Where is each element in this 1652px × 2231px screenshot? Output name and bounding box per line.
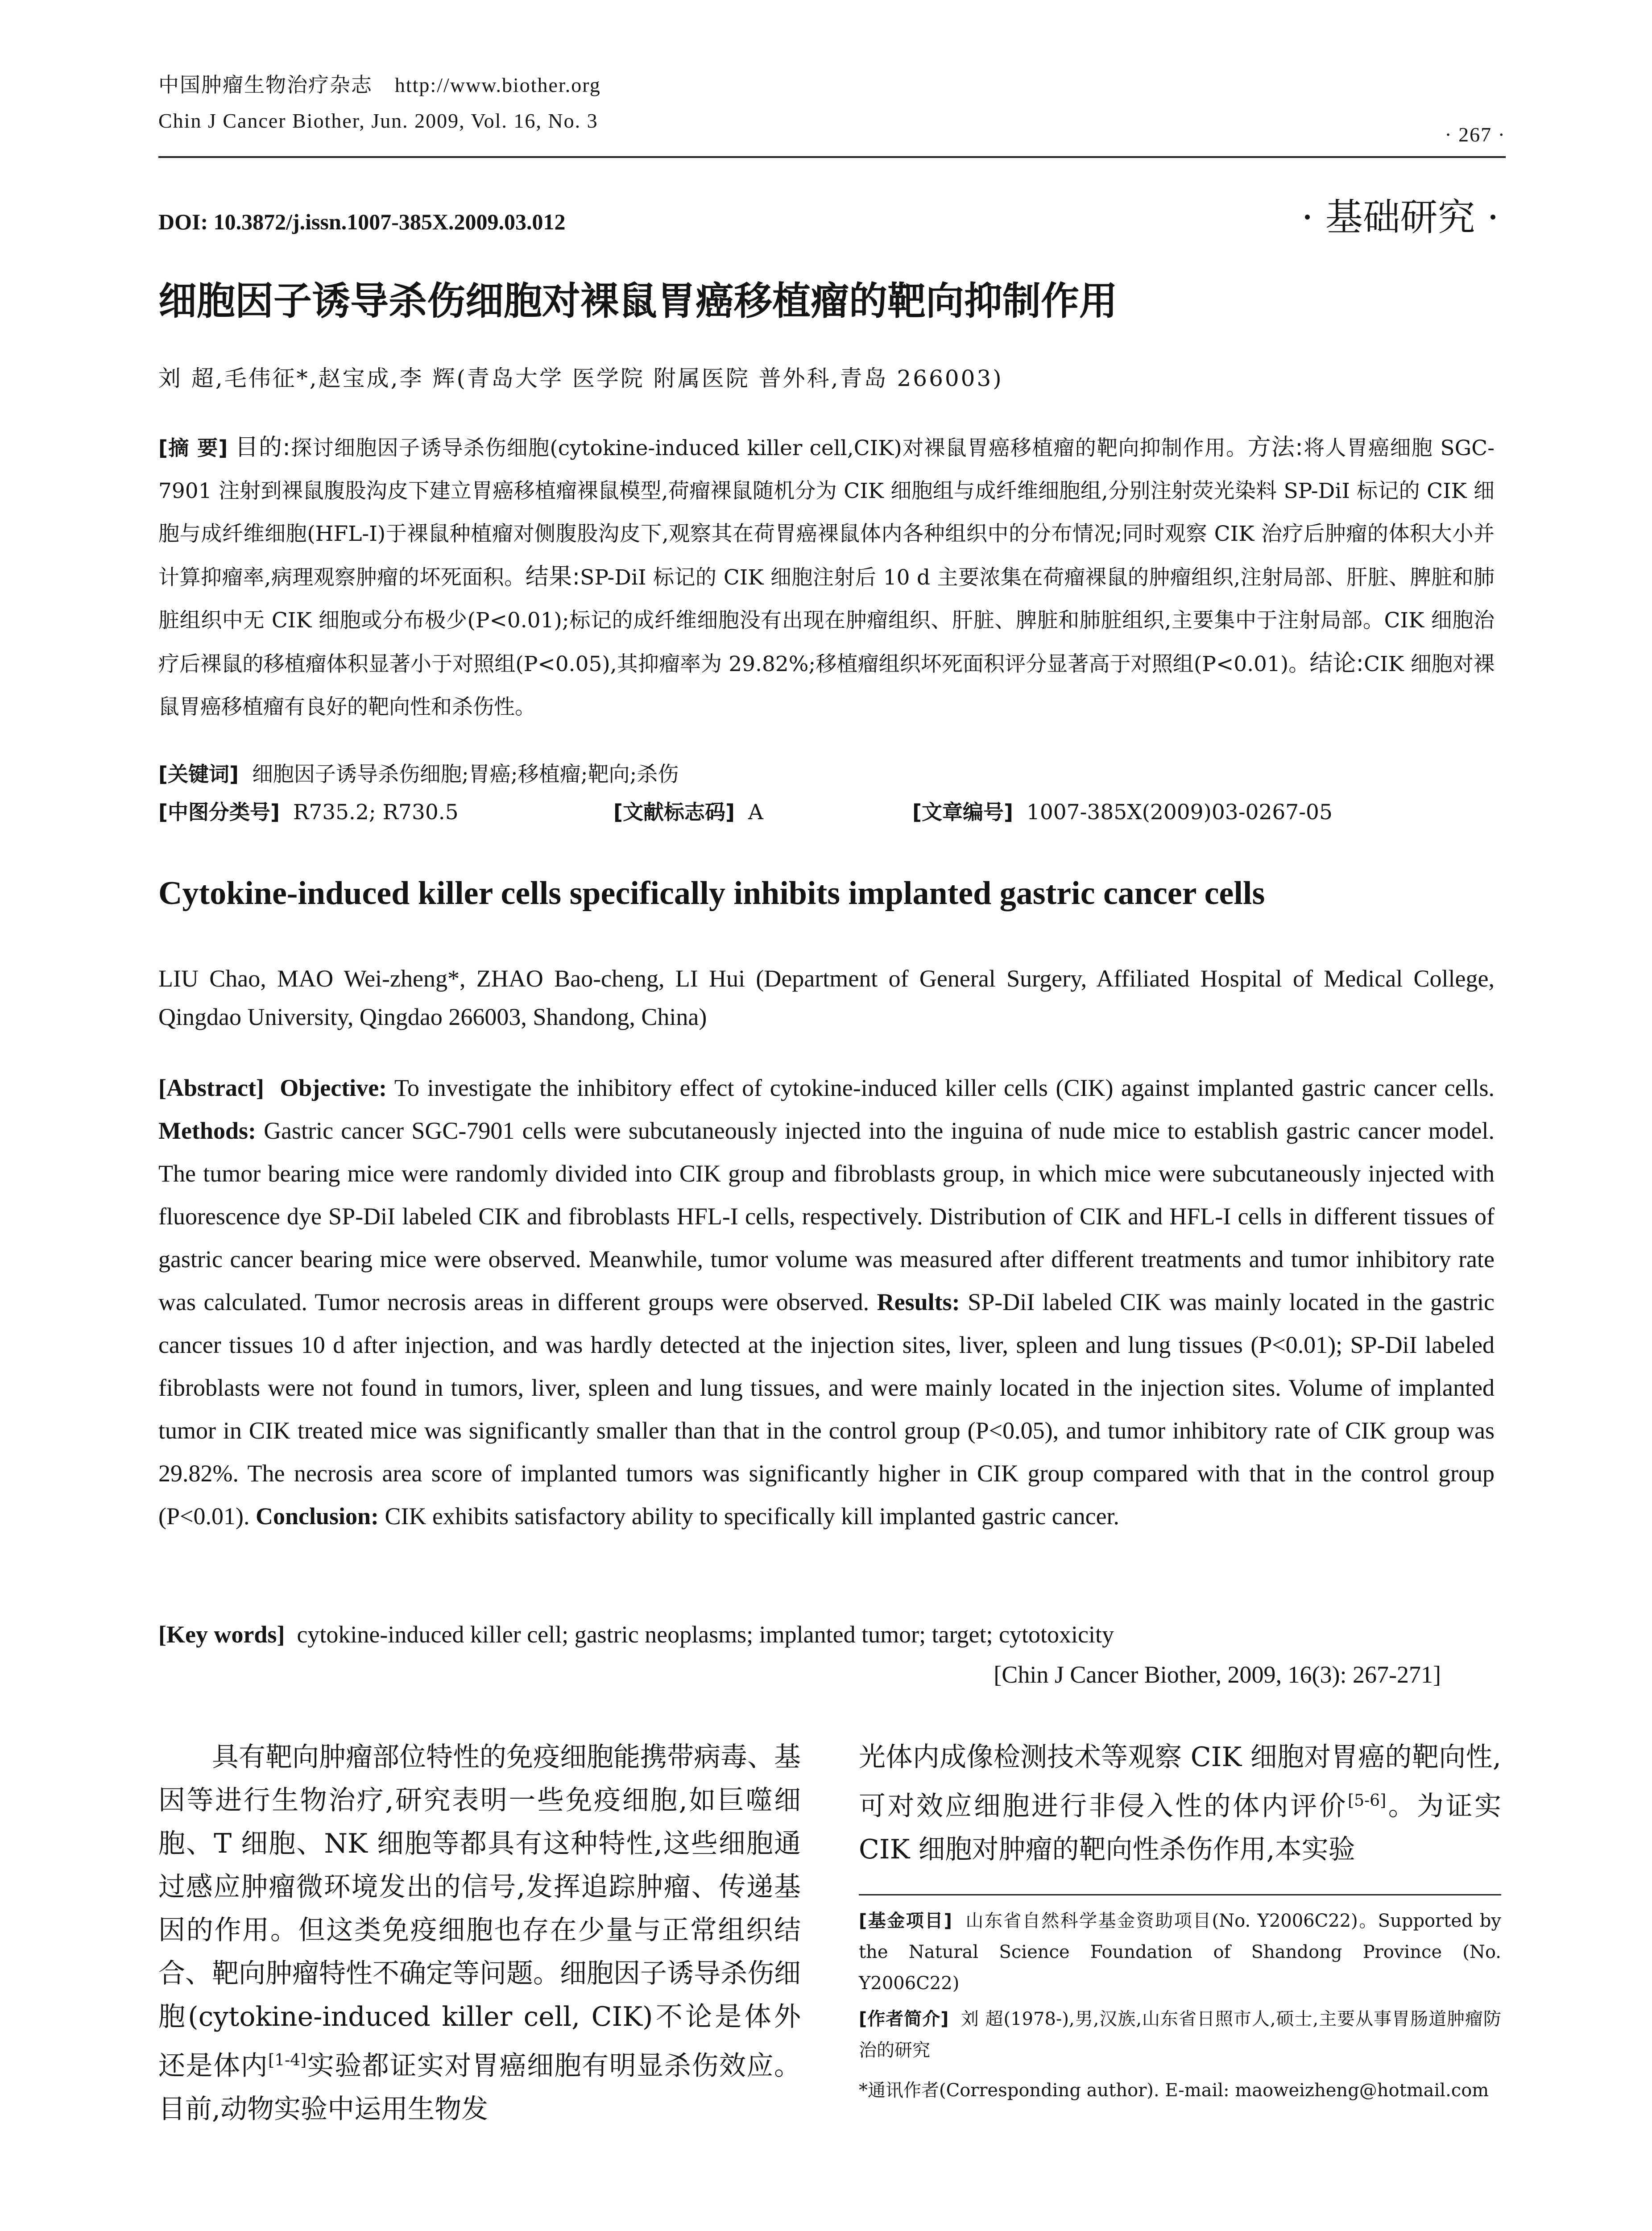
- conclusion-en: CIK exhibits satisfactory ability to specifically kill implanted gastric cancer.: [385, 1503, 1120, 1530]
- results-cn-label: 结果:: [525, 564, 580, 590]
- funding-tag: [基金项目]: [859, 1911, 952, 1931]
- abstract-cn-tag: [摘 要]: [158, 436, 228, 460]
- doi[interactable]: DOI: 10.3872/j.issn.1007-385X.2009.03.012: [158, 209, 566, 234]
- abstract-en-tag: [Abstract]: [158, 1074, 264, 1101]
- objective-cn: 探讨细胞因子诱导杀伤细胞(cytokine-induced killer cell,CIK)对裸鼠胃癌移植瘤的靶向抑制作用。: [290, 436, 1248, 460]
- funding-text: 山东省自然科学基金资助项目(No. Y2006C22)。Supported by the Natural Science Foundation of Shandong Province (No. Y2006C22): [859, 1911, 1502, 1994]
- author-bio-text: 刘 超(1978-),男,汉族,山东省日照市人,硕士,主要从事胃肠道肿瘤防治的研究: [859, 2009, 1502, 2061]
- clc-number: R735.2; R730.5: [293, 800, 459, 825]
- keywords-en-text: cytokine-induced killer cell; gastric neoplasms; implanted tumor; target; cytotoxicity: [297, 1621, 1114, 1648]
- section-label: · 基础研究 ·: [1301, 195, 1499, 239]
- article-number: 1007-385X(2009)03-0267-05: [1026, 800, 1333, 825]
- methods-cn: 将人胃癌细胞 SGC-7901 注射到裸鼠腹股沟皮下建立胃癌移植瘤裸鼠模型,荷瘤裸鼠随机分为 CIK 细胞组与成纤维细胞组,分别注射荧光染料 SP-DiI 标记的 CIK 细胞与成纤维细胞(HFL-I)于裸鼠种植瘤对侧腹股沟皮下,观察其在荷胃癌裸鼠体内各种组织中的分布情况;同时观察 CIK 治疗后肿瘤的体积大小并计算抑瘤率,病理观察肿瘤的坏死面积。: [158, 436, 1495, 590]
- body-left-text-a: 具有靶向肿瘤部位特性的免疫细胞能携带病毒、基因等进行生物治疗,研究表明一些免疫细胞,如巨噬细胞、T 细胞、NK 细胞等都具有这种特性,这些细胞通过感应肿瘤微环境发出的信号,发挥追踪肿瘤、传递基因的作用。但这类免疫细胞也存在少量与正常组织结合、靶向肿瘤特性不确定等问题。细胞因子诱导杀伤细胞(cytokine-induced killer cell, CIK)不论是体外还是体内: [158, 1742, 801, 2082]
- results-en-label: Results:: [877, 1289, 960, 1315]
- author-bio-tag: [作者简介]: [859, 2009, 949, 2029]
- citation-ref-5-6[interactable]: [5-6]: [1348, 1791, 1387, 1810]
- results-cn: SP-DiI 标记的 CIK 细胞注射后 10 d 主要浓集在荷瘤裸鼠的肿瘤组织,注射局部、肝脏、脾脏和肺脏组织中无 CIK 细胞或分布极少(P<0.01);标记的成纤维细胞没有出现在肿瘤组织、肝脏、脾脏和肺脏组织,主要集中于注射局部。CIK 细胞治疗后裸鼠的移植瘤体积显著小于对照组(P<0.05),其抑瘤率为 29.82%;移植瘤组织坏死面积评分显著高于对照组(P<0.01)。: [158, 565, 1495, 676]
- abstract-en: [158, 1066, 1495, 1538]
- keywords-en-tag: [Key words]: [158, 1621, 285, 1648]
- journal-name-cn: 中国肿瘤生物治疗杂志: [158, 73, 373, 97]
- abstract-cn: [158, 426, 1495, 729]
- keywords-cn: [158, 756, 1495, 792]
- conclusion-en-label: Conclusion:: [255, 1503, 379, 1530]
- clc-tag: [中图分类号]: [158, 800, 280, 824]
- journal-url[interactable]: http://www.biother.org: [394, 74, 601, 96]
- keywords-en: [158, 1615, 1495, 1654]
- body-right-column: [859, 1736, 1501, 1871]
- doc-code-tag: [文献标志码]: [613, 800, 735, 824]
- title-en: Cytokine-induced killer cells specifically inhibits implanted gastric cancer cells: [158, 875, 1265, 912]
- header-rule: [158, 156, 1506, 158]
- body-left-text-b: 实验都证实对胃癌细胞有明显杀伤效应。目前,动物实验中运用生物发: [158, 2050, 801, 2125]
- running-header: [158, 67, 961, 139]
- article-number-tag: [文章编号]: [912, 800, 1014, 824]
- title-cn: 细胞因子诱导杀伤细胞对裸鼠胃癌移植瘤的靶向抑制作用: [158, 279, 1118, 323]
- footnote-rule: [859, 1894, 1501, 1895]
- methods-cn-label: 方法:: [1247, 434, 1303, 461]
- citation-line: [Chin J Cancer Biother, 2009, 16(3): 267-271]: [994, 1661, 1441, 1688]
- objective-en-label: Objective:: [280, 1074, 387, 1101]
- body-right-text-b: 。为证实 CIK 细胞对肿瘤的靶向性杀伤作用,本实验: [859, 1791, 1502, 1865]
- authors-cn: 刘 超,毛伟征*,赵宝成,李 辉(青岛大学 医学院 附属医院 普外科,青岛 266003): [158, 365, 1003, 391]
- authors-en: LIU Chao, MAO Wei-zheng*, ZHAO Bao-cheng, LI Hui (Department of General Surgery, Affiliated Hospital of Medical College, Qingdao University, Qingdao 266003, Shandong, China): [158, 965, 1495, 1030]
- results-en: SP-DiI labeled CIK was mainly located in the gastric cancer tissues 10 d after injection, and was hardly detected at the injection sites, liver, spleen and lung tissues (P<0.01); SP-DiI labeled fibroblasts were not found in tumors, liver, spleen and lung tissues, and were mainly located in the injection sites. Volume of implanted tumor in CIK treated mice was significantly smaller than that in the control group (P<0.05), and tumor inhibitory rate of CIK group was 29.82%. The necrosis area score of implanted tumors was significantly higher in CIK group compared with that in the control group (P<0.01).: [158, 1289, 1495, 1530]
- doc-code: A: [748, 800, 763, 825]
- methods-en-label: Methods:: [158, 1117, 256, 1144]
- objective-en: To investigate the inhibitory effect of cytokine-induced killer cells (CIK) against implanted gastric cancer cells.: [394, 1074, 1495, 1101]
- page-number: · 267 ·: [1445, 123, 1506, 146]
- journal-citation-en: Chin J Cancer Biother, Jun. 2009, Vol. 16, No. 3: [158, 109, 598, 132]
- body-left-column: [158, 1736, 801, 2131]
- conclusion-cn-label: 结论:: [1309, 650, 1364, 677]
- footnote-funding: [859, 1905, 1501, 1999]
- body-right-text-a: 光体内成像检测技术等观察 CIK 细胞对胃癌的靶向性,可对效应细胞进行非侵入性的体内评价: [859, 1742, 1501, 1822]
- conclusion-cn: CIK 细胞对裸鼠胃癌移植瘤有良好的靶向性和杀伤性。: [158, 652, 1495, 719]
- citation-ref-1-4[interactable]: [1-4]: [268, 2051, 307, 2069]
- objective-cn-label: 目的:: [235, 434, 290, 461]
- footnote-corresponding: *通讯作者(Corresponding author). E-mail: maoweizheng@hotmail.com: [859, 2080, 1489, 2101]
- methods-en: Gastric cancer SGC-7901 cells were subcutaneously injected into the inguina of nude mice to establish gastric cancer model. The tumor bearing mice were randomly divided into CIK group and fibroblasts group, in which mice were subcutaneously injected with fluorescence dye SP-DiI labeled CIK and fibroblasts HFL-I cells, respectively. Distribution of CIK and HFL-I cells in different tissues of gastric cancer bearing mice were observed. Meanwhile, tumor volume was measured after different treatments and tumor inhibitory rate was calculated. Tumor necrosis areas in different groups were observed.: [158, 1117, 1495, 1315]
- keywords-cn-tag: [关键词]: [158, 762, 239, 786]
- footnote-author: [859, 2003, 1501, 2066]
- keywords-cn-text: 细胞因子诱导杀伤细胞;胃癌;移植瘤;靶向;杀伤: [252, 762, 679, 787]
